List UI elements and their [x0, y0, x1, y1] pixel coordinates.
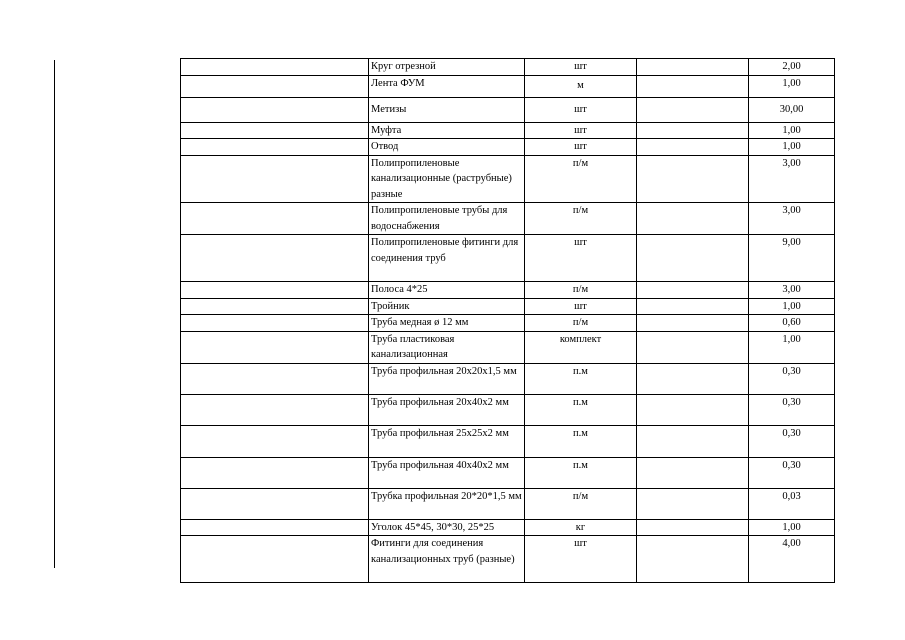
table-row	[181, 298, 835, 315]
item-qty: 0,03	[749, 488, 835, 519]
item-unit: шт	[525, 139, 637, 156]
item-qty: 0,30	[749, 457, 835, 488]
item-unit: п/м	[525, 155, 637, 203]
item-qty: 2,00	[749, 59, 835, 76]
item-name: Тройник	[369, 298, 525, 315]
item-name: Труба профильная 20х40х2 мм	[369, 394, 525, 425]
table-row	[181, 331, 835, 363]
empty-cell	[181, 363, 369, 394]
item-name: Труба профильная 40х40х2 мм	[369, 457, 525, 488]
empty-cell	[181, 59, 369, 76]
table-row	[181, 315, 835, 332]
empty-cell	[637, 298, 749, 315]
item-unit: шт	[525, 59, 637, 76]
empty-cell	[181, 394, 369, 425]
empty-cell	[637, 315, 749, 332]
table-row	[181, 519, 835, 536]
item-qty: 1,00	[749, 519, 835, 536]
item-unit: шт	[525, 122, 637, 139]
table-row	[181, 536, 835, 583]
empty-cell	[637, 97, 749, 122]
item-unit: кг	[525, 519, 637, 536]
item-name: Полипропиленовые трубы для водоснабжения	[369, 203, 525, 235]
empty-cell	[637, 519, 749, 536]
item-qty: 1,00	[749, 139, 835, 156]
table-row	[181, 457, 835, 488]
item-name: Круг отрезной	[369, 59, 525, 76]
item-name: Труба профильная 20х20х1,5 мм	[369, 363, 525, 394]
item-unit: п/м	[525, 203, 637, 235]
item-qty: 3,00	[749, 155, 835, 203]
item-name: Отвод	[369, 139, 525, 156]
item-qty: 0,30	[749, 394, 835, 425]
item-qty: 0,60	[749, 315, 835, 332]
table-row	[181, 59, 835, 76]
item-qty: 1,00	[749, 122, 835, 139]
empty-cell	[181, 331, 369, 363]
empty-cell	[181, 425, 369, 457]
item-qty: 1,00	[749, 298, 835, 315]
item-qty: 4,00	[749, 536, 835, 583]
materials-table	[180, 58, 835, 583]
item-qty: 1,00	[749, 75, 835, 97]
empty-cell	[181, 203, 369, 235]
table-row	[181, 363, 835, 394]
item-unit: комплект	[525, 331, 637, 363]
item-qty: 1,00	[749, 331, 835, 363]
item-unit: п/м	[525, 315, 637, 332]
empty-cell	[181, 155, 369, 203]
empty-cell	[637, 122, 749, 139]
empty-cell	[637, 425, 749, 457]
item-name: Муфта	[369, 122, 525, 139]
empty-cell	[637, 203, 749, 235]
table-row	[181, 155, 835, 203]
empty-cell	[637, 457, 749, 488]
empty-cell	[637, 282, 749, 299]
empty-cell	[637, 488, 749, 519]
item-unit: п.м	[525, 363, 637, 394]
item-name: Труба медная ø 12 мм	[369, 315, 525, 332]
item-qty: 0,30	[749, 363, 835, 394]
item-qty: 0,30	[749, 425, 835, 457]
item-name: Уголок 45*45, 30*30, 25*25	[369, 519, 525, 536]
table-row	[181, 282, 835, 299]
item-name: Метизы	[369, 97, 525, 122]
empty-cell	[181, 457, 369, 488]
empty-cell	[181, 75, 369, 97]
item-unit: шт	[525, 298, 637, 315]
item-unit: п/м	[525, 488, 637, 519]
item-unit: п.м	[525, 457, 637, 488]
empty-cell	[181, 235, 369, 282]
margin-rule	[54, 60, 55, 568]
table-row	[181, 97, 835, 122]
empty-cell	[181, 282, 369, 299]
item-unit: п.м	[525, 394, 637, 425]
item-qty: 3,00	[749, 203, 835, 235]
table-row	[181, 394, 835, 425]
item-qty: 9,00	[749, 235, 835, 282]
table-row	[181, 488, 835, 519]
item-unit: шт	[525, 536, 637, 583]
table-row	[181, 75, 835, 97]
empty-cell	[637, 75, 749, 97]
empty-cell	[637, 59, 749, 76]
empty-cell	[181, 488, 369, 519]
table-row	[181, 235, 835, 282]
item-unit: п.м	[525, 425, 637, 457]
empty-cell	[637, 235, 749, 282]
empty-cell	[637, 394, 749, 425]
item-unit: п/м	[525, 282, 637, 299]
table-row	[181, 203, 835, 235]
item-name: Фитинги для соединения канализационных труб (разные)	[369, 536, 525, 583]
item-unit: шт	[525, 97, 637, 122]
table-row	[181, 122, 835, 139]
empty-cell	[637, 139, 749, 156]
item-name: Полипропиленовые канализационные (раструбные) разные	[369, 155, 525, 203]
item-name: Трубка профильная 20*20*1,5 мм	[369, 488, 525, 519]
item-name: Лента ФУМ	[369, 75, 525, 97]
item-name: Труба пластиковая канализационная	[369, 331, 525, 363]
table-row	[181, 425, 835, 457]
item-unit: м	[525, 75, 637, 97]
item-qty: 3,00	[749, 282, 835, 299]
empty-cell	[637, 536, 749, 583]
empty-cell	[181, 536, 369, 583]
empty-cell	[181, 298, 369, 315]
item-unit: шт	[525, 235, 637, 282]
table-row	[181, 139, 835, 156]
item-name: Труба профильная 25х25х2 мм	[369, 425, 525, 457]
item-name: Полипропиленовые фитинги для соединения труб	[369, 235, 525, 282]
empty-cell	[181, 315, 369, 332]
empty-cell	[181, 97, 369, 122]
empty-cell	[637, 331, 749, 363]
item-qty: 30,00	[749, 97, 835, 122]
empty-cell	[637, 155, 749, 203]
empty-cell	[181, 519, 369, 536]
empty-cell	[181, 122, 369, 139]
empty-cell	[181, 139, 369, 156]
empty-cell	[637, 363, 749, 394]
item-name: Полоса 4*25	[369, 282, 525, 299]
